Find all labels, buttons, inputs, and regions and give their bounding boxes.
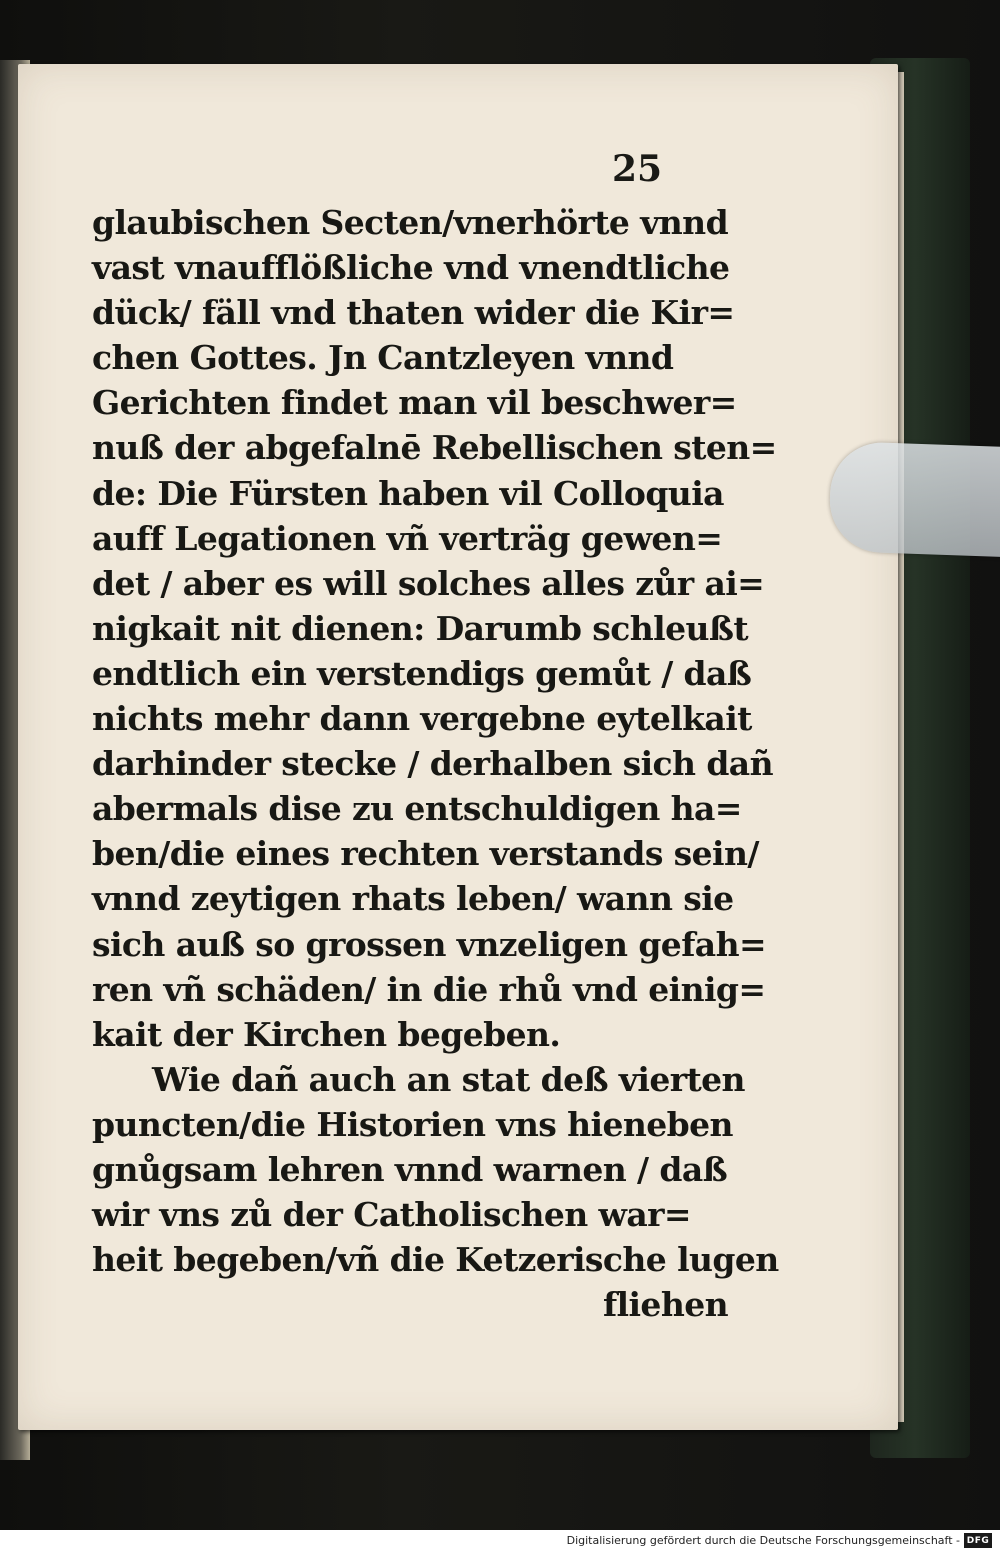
catchword: fliehen	[602, 1285, 728, 1325]
page-number: 25	[612, 148, 663, 190]
text-line: kait der Kirchen begeben.	[92, 1014, 561, 1054]
text-line: darhinder stecke / derhalben sich dañ	[92, 744, 773, 784]
text-line: vast vnaufflößliche vnd vnendtliche	[92, 248, 730, 288]
text-line: gnůgsam lehren vnnd warnen / daß	[92, 1149, 728, 1189]
text-line: Gerichten findet man vil beschwer=	[92, 383, 737, 423]
text-line: puncten/die Historien vns hieneben	[92, 1104, 733, 1144]
text-line: endtlich ein verstendigs gemůt / daß	[92, 653, 752, 693]
text-line: ren vñ schäden/ in die rhů vnd einig=	[92, 969, 766, 1009]
text-line: Wie dañ auch an stat deß vierten	[152, 1059, 745, 1099]
text-line: de: Die Fürsten haben vil Colloquia	[92, 473, 724, 513]
text-line: nigkait nit dienen: Darumb schleußt	[92, 608, 748, 648]
text-line: vnnd zeytigen rhats leben/ wann sie	[92, 879, 734, 919]
text-line: nichts mehr dann vergebne eytelkait	[92, 699, 752, 739]
text-line: chen Gottes. Jn Cantzleyen vnnd	[92, 338, 674, 378]
text-line: dück/ fäll vnd thaten wider die Kir=	[92, 293, 735, 333]
text-line: sich auß so grossen vnzeligen gefah=	[92, 924, 767, 964]
funding-credit: Digitalisierung gefördert durch die Deutsche Forschungsgemeinschaft -	[566, 1534, 960, 1547]
text-line: heit begeben/vñ die Ketzerische lugen	[92, 1240, 779, 1280]
dfg-logo: DFG	[964, 1533, 992, 1548]
text-line: nuß der abgefalnē Rebellischen sten=	[92, 428, 777, 468]
text-line: auff Legationen vñ verträg gewen=	[92, 518, 723, 558]
page-text	[92, 200, 779, 1327]
page-clip	[828, 441, 1000, 557]
text-line: ben/die eines rechten verstands sein/	[92, 834, 759, 874]
text-line: wir vns zů der Catholischen war=	[92, 1195, 691, 1235]
text-line: det / aber es will solches alles zůr ai=	[92, 563, 765, 603]
footer-bar	[0, 1530, 1000, 1553]
text-line: glaubischen Secten/vnerhörte vnnd	[92, 203, 729, 242]
text-line: abermals dise zu entschuldigen ha=	[92, 789, 742, 829]
